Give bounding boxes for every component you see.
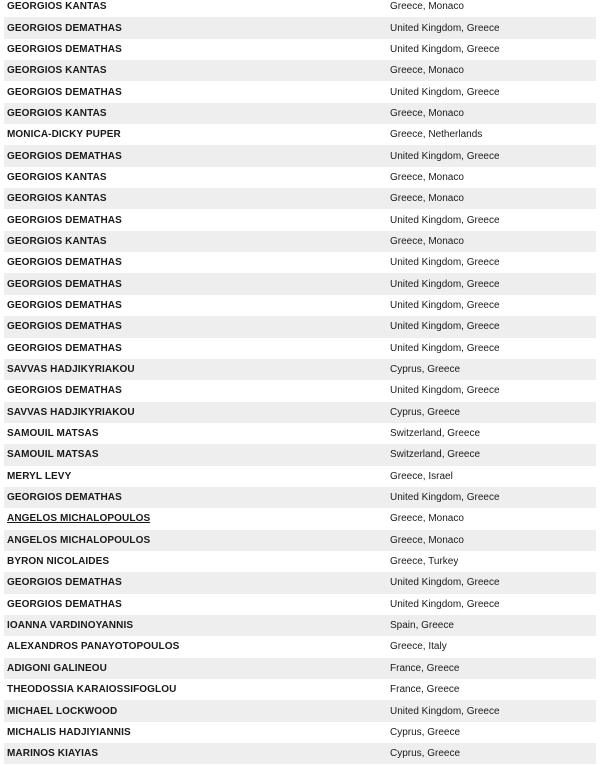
table-row [4, 60, 596, 81]
officer-countries: United Kingdom, Greece [390, 321, 500, 333]
table-row [4, 167, 596, 188]
officer-name: GEORGIOS KANTAS [7, 1, 107, 13]
officer-name: MICHALIS HADJIYIANNIS [7, 726, 131, 738]
officer-countries: United Kingdom, Greece [390, 299, 500, 311]
officer-name: GEORGIOS DEMATHAS [7, 577, 122, 589]
officer-countries: United Kingdom, Greece [390, 214, 500, 226]
officer-name: ALEXANDROS PANAYOTOPOULOS [7, 641, 180, 653]
officer-countries: Cyprus, Greece [390, 726, 461, 738]
officer-countries: United Kingdom, Greece [390, 492, 500, 504]
table-row [4, 81, 596, 102]
officer-name: THEODOSSIA KARAIOSSIFOGLOU [7, 684, 177, 696]
officer-name: ADIGONI GALINEOU [7, 662, 107, 674]
officer-countries: Greece, Israel [390, 470, 453, 482]
officer-name-link[interactable]: ANGELOS MICHALOPOULOS [7, 513, 151, 525]
officer-name: SAVVAS HADJIKYRIAKOU [7, 364, 135, 376]
table-row [4, 679, 596, 700]
officer-name: GEORGIOS DEMATHAS [7, 492, 122, 504]
officer-countries: United Kingdom, Greece [390, 86, 500, 98]
table-row [4, 444, 596, 465]
officer-name: GEORGIOS DEMATHAS [7, 150, 122, 162]
officer-name: GEORGIOS KANTAS [7, 171, 107, 183]
table-row [4, 743, 596, 764]
table-row [4, 487, 596, 508]
table-row [4, 252, 596, 273]
table-row [4, 380, 596, 401]
officer-name: GEORGIOS DEMATHAS [7, 43, 122, 55]
officer-countries: Greece, Monaco [390, 513, 464, 525]
officer-name: MERYL LEVY [7, 470, 72, 482]
officer-name: GEORGIOS DEMATHAS [7, 257, 122, 269]
officer-countries: Cyprus, Greece [390, 748, 461, 760]
table-row [4, 338, 596, 359]
officer-name: GEORGIOS DEMATHAS [7, 385, 122, 397]
officer-name: GEORGIOS DEMATHAS [7, 214, 122, 226]
table-row [4, 402, 596, 423]
officer-name: MICHAEL LOCKWOOD [7, 705, 118, 717]
officer-name: GEORGIOS DEMATHAS [7, 299, 122, 311]
officer-countries: United Kingdom, Greece [390, 598, 500, 610]
table-row [4, 0, 596, 17]
officer-name: GEORGIOS DEMATHAS [7, 342, 122, 354]
officer-name: SAMOUIL MATSAS [7, 449, 99, 461]
table-row [4, 231, 596, 252]
officer-countries: Greece, Monaco [390, 107, 464, 119]
table-row [4, 530, 596, 551]
officer-countries: Greece, Italy [390, 641, 447, 653]
officer-countries: Spain, Greece [390, 620, 454, 632]
table-row [4, 722, 596, 743]
table-row [4, 594, 596, 615]
table-row [4, 17, 596, 38]
officer-countries: United Kingdom, Greece [390, 278, 500, 290]
table-row [4, 636, 596, 657]
officer-countries: Switzerland, Greece [390, 428, 481, 440]
officer-name: ANGELOS MICHALOPOULOS [7, 534, 151, 546]
officer-countries: United Kingdom, Greece [390, 257, 500, 269]
officer-name: GEORGIOS DEMATHAS [7, 321, 122, 333]
officer-name: GEORGIOS DEMATHAS [7, 86, 122, 98]
officer-countries: Greece, Monaco [390, 235, 464, 247]
officer-name: MARINOS KIAYIAS [7, 748, 99, 760]
table-row [4, 209, 596, 230]
officer-countries: United Kingdom, Greece [390, 150, 500, 162]
officer-countries: Greece, Turkey [390, 556, 459, 568]
table-row [4, 316, 596, 337]
officer-name: GEORGIOS KANTAS [7, 235, 107, 247]
table-row [4, 508, 596, 529]
officer-countries: Greece, Monaco [390, 65, 464, 77]
table-row [4, 572, 596, 593]
officer-name: MONICA-DICKY PUPER [7, 129, 121, 141]
table-row [4, 615, 596, 636]
officer-name: GEORGIOS DEMATHAS [7, 22, 122, 34]
officer-countries: Greece, Monaco [390, 193, 464, 205]
officer-countries: France, Greece [390, 662, 460, 674]
officer-countries: United Kingdom, Greece [390, 705, 500, 717]
table-row [4, 359, 596, 380]
table-row [4, 188, 596, 209]
table-row [4, 551, 596, 572]
officer-countries: Greece, Monaco [390, 1, 464, 13]
officer-name: BYRON NICOLAIDES [7, 556, 110, 568]
table-row [4, 103, 596, 124]
officers-table [4, 0, 596, 764]
officer-countries: Switzerland, Greece [390, 449, 481, 461]
officer-name: GEORGIOS DEMATHAS [7, 278, 122, 290]
officer-countries: United Kingdom, Greece [390, 43, 500, 55]
officer-name: GEORGIOS DEMATHAS [7, 598, 122, 610]
officer-countries: Greece, Monaco [390, 171, 464, 183]
table-row [4, 295, 596, 316]
table-row [4, 658, 596, 679]
officer-name: IOANNA VARDINOYANNIS [7, 620, 134, 632]
officer-countries: Cyprus, Greece [390, 406, 461, 418]
officer-countries: Greece, Netherlands [390, 129, 483, 141]
officer-countries: United Kingdom, Greece [390, 385, 500, 397]
officer-name: GEORGIOS KANTAS [7, 107, 107, 119]
officer-name: SAMOUIL MATSAS [7, 428, 99, 440]
officer-name: GEORGIOS KANTAS [7, 193, 107, 205]
officer-name: SAVVAS HADJIKYRIAKOU [7, 406, 135, 418]
officer-countries: France, Greece [390, 684, 460, 696]
table-row [4, 145, 596, 166]
table-row [4, 39, 596, 60]
table-row [4, 124, 596, 145]
table-row [4, 700, 596, 721]
officer-name: GEORGIOS KANTAS [7, 65, 107, 77]
table-row [4, 273, 596, 294]
officer-countries: United Kingdom, Greece [390, 342, 500, 354]
table-row [4, 466, 596, 487]
table-row [4, 423, 596, 444]
officer-countries: Cyprus, Greece [390, 364, 461, 376]
officer-countries: United Kingdom, Greece [390, 22, 500, 34]
officer-countries: United Kingdom, Greece [390, 577, 500, 589]
officer-countries: Greece, Monaco [390, 534, 464, 546]
